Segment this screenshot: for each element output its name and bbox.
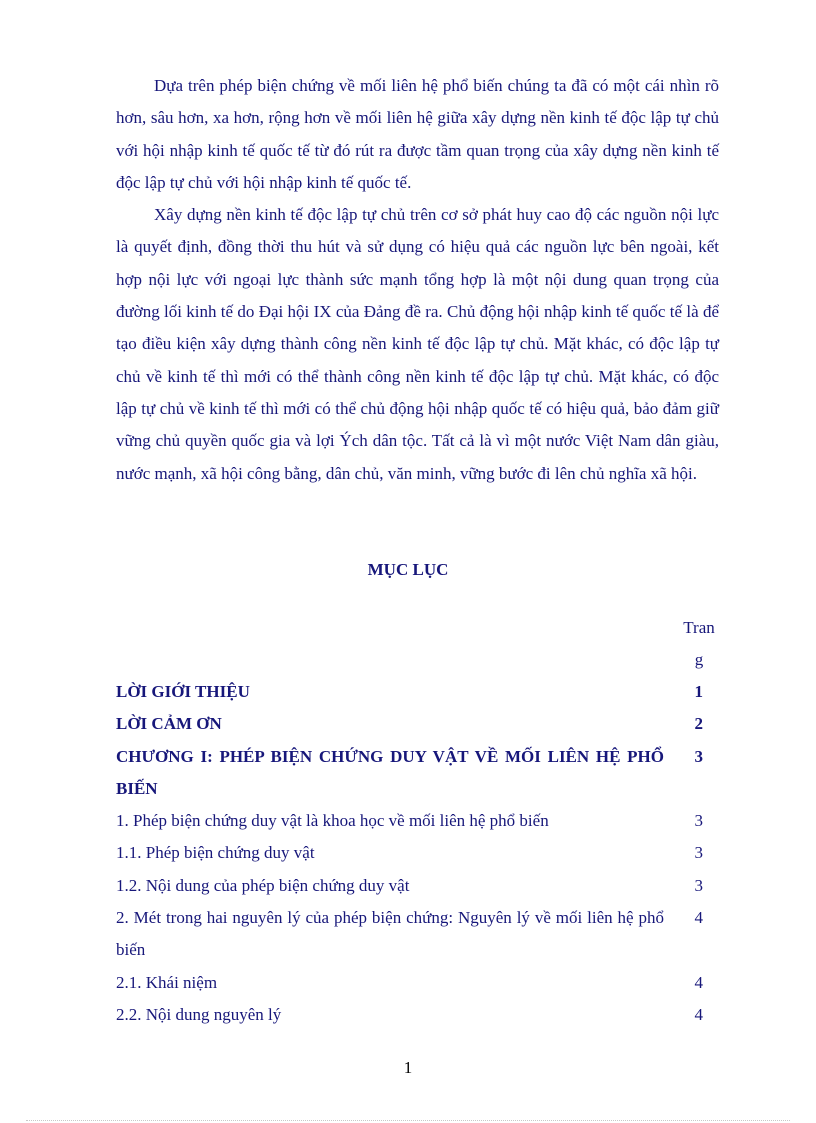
toc-entry-page: 4 [694, 908, 703, 928]
toc-entry[interactable] [116, 870, 720, 902]
toc-page-header-line1: Tran [683, 618, 715, 637]
toc-entry[interactable] [116, 676, 720, 708]
body-text [116, 70, 719, 490]
toc-entry-page: 4 [694, 972, 703, 992]
toc-entry-text: LỜI GIỚI THIỆU [116, 682, 250, 701]
toc-entry[interactable] [116, 708, 720, 740]
toc-page-column-header [116, 612, 720, 676]
toc-entry-page: 3 [694, 843, 703, 863]
toc-entry[interactable] [116, 902, 720, 967]
toc-entry-text: 2. Mét trong hai nguyên lý của phép biện chứng: Nguyên lý về mối liên hệ phổ biến [116, 908, 664, 960]
toc-page-header-line2: g [694, 650, 704, 669]
paragraph: Xây dựng nền kinh tế độc lập tự chủ trên cơ sở phát huy cao độ các nguồn nội lực là quyết định, đồng thời thu hút và sử dụng có hiệu quả các nguồn lực bên ngoài, kết hợp nội lực với ngoại lực thành sức mạnh tổng hợp là một nội dung quan trọng của đường lối kinh tế do Đại hội IX của Đảng đề ra. Chủ động hội nhập kinh tế quốc tế là để tạo điều kiện xây dựng thành công nền kinh tế độc lập tự chủ. Mặt khác, có độc lập tự chủ về kinh tế thì mới có thể thành công nền kinh tế độc lập tự chủ. Mặt khác, có độc lập tự chủ về kinh tế thì mới có thể chủ động hội nhập quốc tế có hiệu quả, bảo đảm giữ vững chủ quyền quốc gia và lợi Ých dân tộc. Tất cả là vì một nước Việt Nam dân giàu, nước mạnh, xã hội công bằng, dân chủ, văn minh, vững bước đi lên chủ nghĩa xã hội. [116, 205, 719, 483]
toc-entry-text: 2.1. Khái niệm [116, 972, 218, 992]
page-bottom-divider [26, 1120, 790, 1121]
toc-entry-text: 1.1. Phép biện chứng duy vật [116, 843, 315, 863]
toc-entry-page: 4 [694, 1004, 703, 1024]
toc-entry-page: 3 [694, 875, 703, 895]
toc-entry[interactable] [116, 741, 720, 806]
toc-entry[interactable] [116, 999, 720, 1031]
toc-entry[interactable] [116, 837, 720, 869]
toc-entry-page: 1 [694, 682, 703, 701]
toc-entry[interactable] [116, 805, 720, 837]
toc-entry-text: LỜI CẢM ƠN [116, 714, 222, 734]
toc-entry[interactable] [116, 967, 720, 999]
toc-entry-text: 1.2. Nội dung của phép biện chứng duy vật [116, 875, 410, 895]
toc-entry-text: 1. Phép biện chứng duy vật là khoa học về mối liên hệ phổ biến [116, 811, 549, 831]
toc-entry-page: 3 [694, 811, 703, 831]
toc-entry-page: 3 [694, 746, 703, 766]
toc-entry-text: CHƯƠNG I: PHÉP BIỆN CHỨNG DUY VẬT VỀ MỐI LIÊN HỆ PHỔ BIẾN [116, 746, 664, 798]
toc-title: MỤC LỤC [367, 560, 449, 579]
toc-entry-page: 2 [694, 714, 703, 734]
toc-entry-text: 2.2. Nội dung nguyên lý [116, 1004, 282, 1024]
paragraph: Dựa trên phép biện chứng về mối liên hệ phổ biến chúng ta đã có một cái nhìn rõ hơn, sâu hơn, xa hơn, rộng hơn về mối liên hệ giữa xây dựng nền kinh tế độc lập tự chủ với hội nhập kinh tế quốc tế từ đó rút ra được tầm quan trọng của xây dựng nền kinh tế độc lập tự chủ với hội nhập kinh tế quốc tế. [116, 76, 719, 192]
page-number: 1 [403, 1058, 413, 1077]
table-of-contents [116, 612, 720, 1031]
